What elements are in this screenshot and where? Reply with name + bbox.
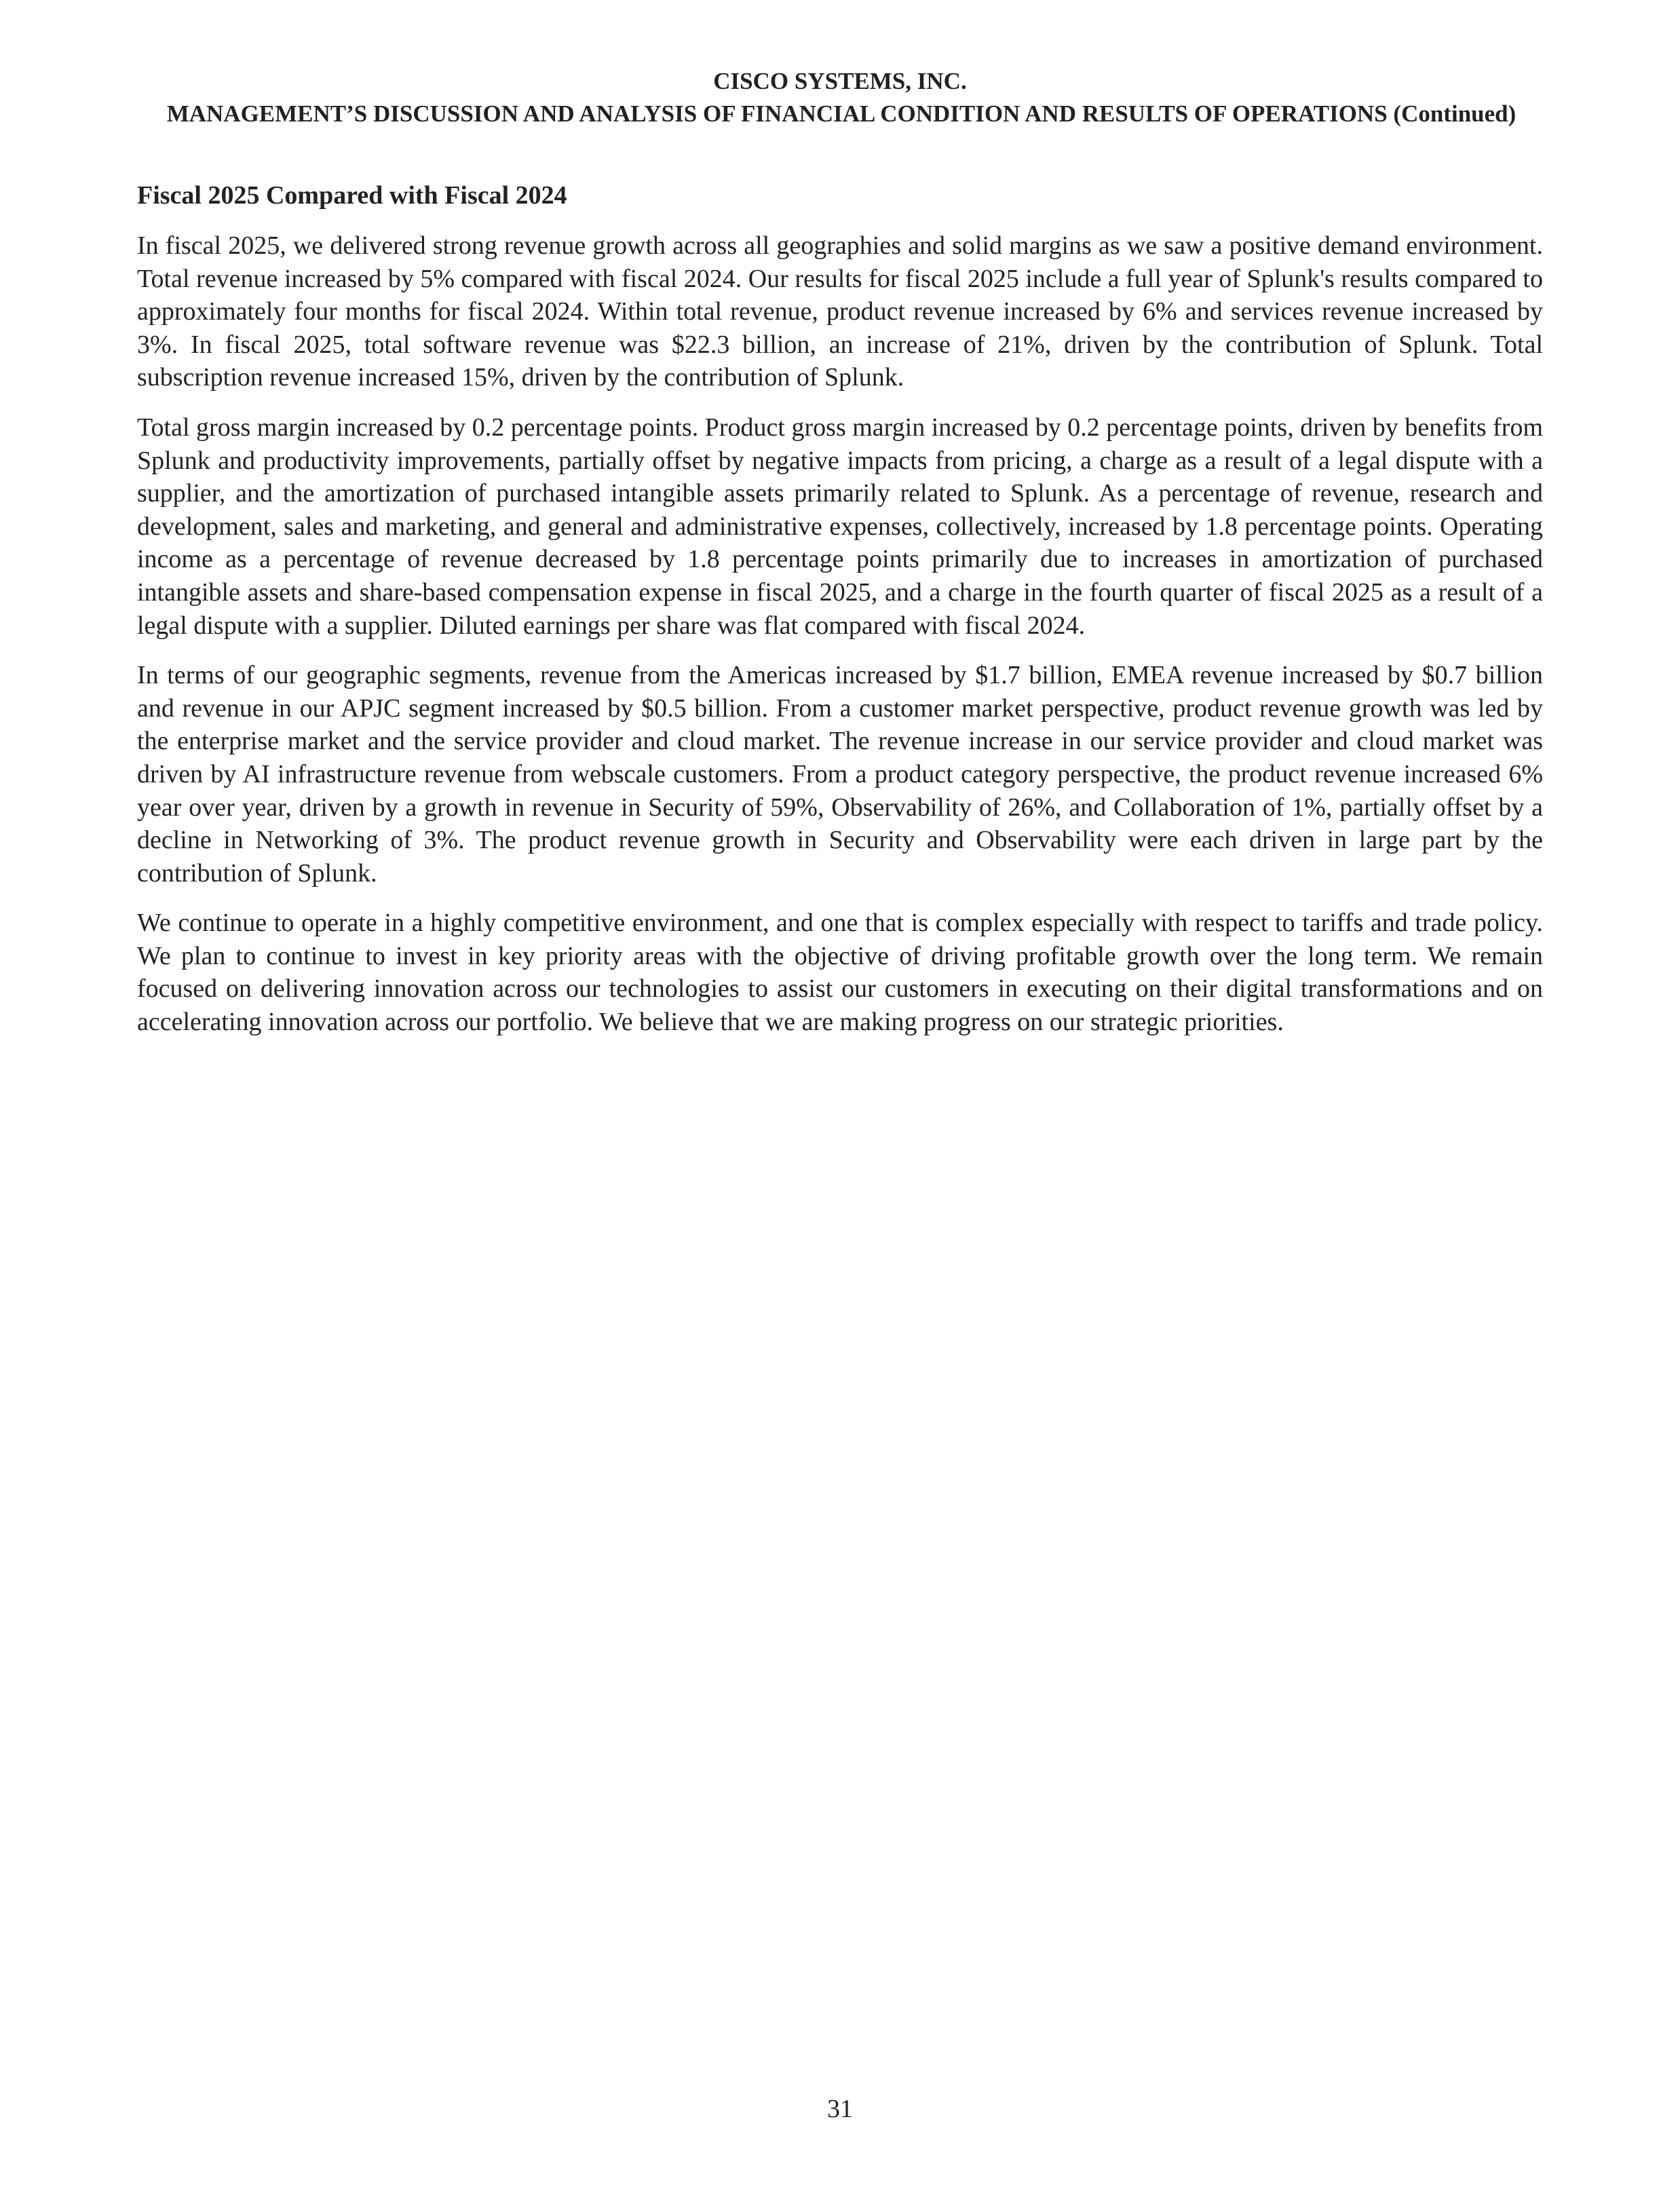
company-name: CISCO SYSTEMS, INC. — [713, 68, 967, 94]
page-header — [0, 65, 1680, 130]
paragraph-gross-margin: Total gross margin increased by 0.2 percentage points. Product gross margin increased by 0.2 percentage points, driven by benefits from Splunk and productivity improvements, partially offset by negative impacts from pricing, a charge as a result of a legal dispute with a supplier, and the amortization of purchased intangible assets primarily related to Splunk. As a percentage of revenue, research and development, sales and marketing, and general and administrative expenses, collectively, increased by 1.8 percentage points. Operating income as a percentage of revenue decreased by 1.8 percentage points primarily due to increases in amortization of purchased intangible assets and share-based compensation expense in fiscal 2025, and a charge in the fourth quarter of fiscal 2025 as a result of a legal dispute with a supplier. Diluted earnings per share was flat compared with fiscal 2024. — [137, 413, 1543, 640]
report-section-title: MANAGEMENT’S DISCUSSION AND ANALYSIS OF FINANCIAL CONDITION AND RESULTS OF OPERATIONS (Continued) — [166, 100, 1516, 127]
main-content — [137, 179, 1543, 1056]
paragraph-competitive-environment: We continue to operate in a highly competitive environment, and one that is complex especially with respect to tariffs and trade policy. We plan to continue to invest in key priority areas with the objective of driving profitable growth over the long term. We remain focused on delivering innovation across our technologies to assist our customers in executing on their digital transformations and on accelerating innovation across our portfolio. We believe that we are making progress on our strategic priorities. — [137, 909, 1543, 1037]
section-heading: Fiscal 2025 Compared with Fiscal 2024 — [137, 181, 567, 210]
page-number: 31 — [827, 2095, 853, 2123]
paragraph-revenue-overview: In fiscal 2025, we delivered strong revenue growth across all geographies and solid margins as we saw a positive demand environment. Total revenue increased by 5% compared with fiscal 2024. Our results for fiscal 2025 include a full year of Splunk's results compared to approximately four months for fiscal 2024. Within total revenue, product revenue increased by 6% and services revenue increased by 3%. In fiscal 2025, total software revenue was $22.3 billion, an increase of 21%, driven by the contribution of Splunk. Total subscription revenue increased 15%, driven by the contribution of Splunk. — [137, 231, 1543, 392]
paragraph-geographic-segments: In terms of our geographic segments, revenue from the Americas increased by $1.7 billion, EMEA revenue increased by $0.7 billion and revenue in our APJC segment increased by $0.5 billion. From a customer market perspective, product revenue growth was led by the enterprise market and the service provider and cloud market. The revenue increase in our service provider and cloud market was driven by AI infrastructure revenue from webscale customers. From a product category perspective, the product revenue increased 6% year over year, driven by a growth in revenue in Security of 59%, Observability of 26%, and Collaboration of 1%, partially offset by a decline in Networking of 3%. The product revenue growth in Security and Observability were each driven in large part by the contribution of Splunk. — [137, 661, 1543, 888]
